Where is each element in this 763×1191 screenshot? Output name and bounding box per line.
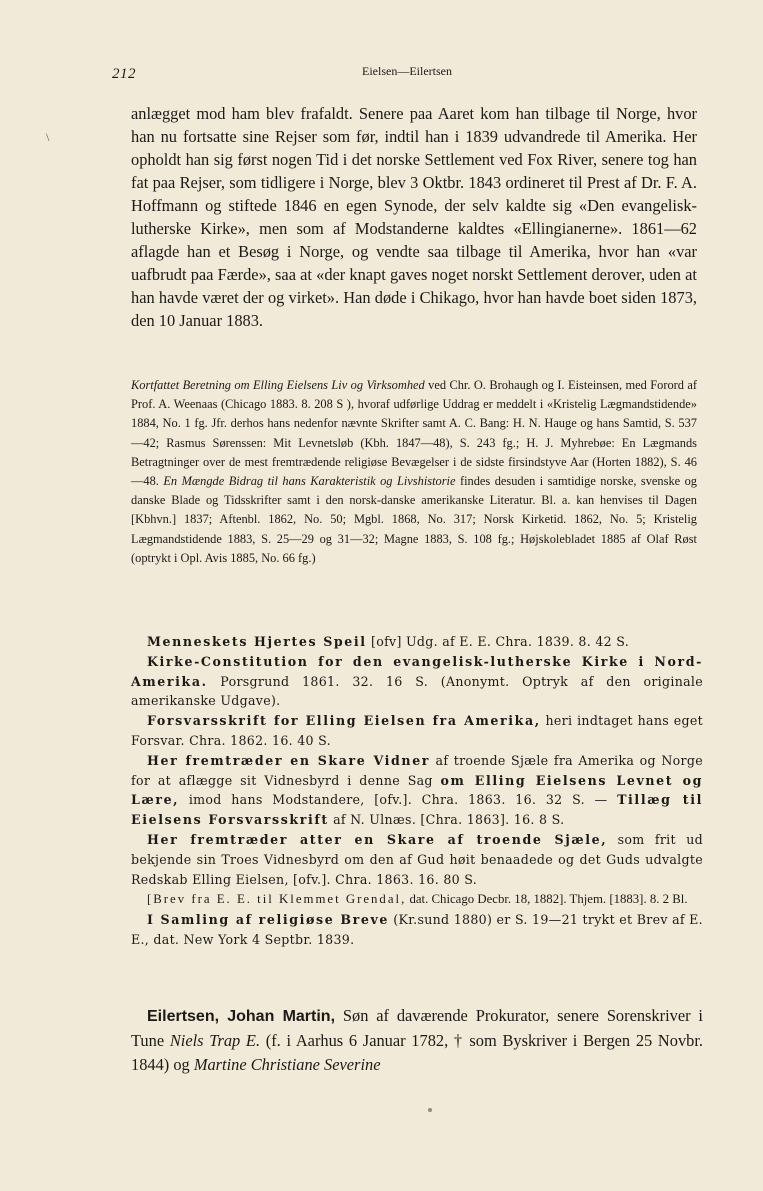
bibliography-block [131,632,703,950]
bib-title: Menneskets Hjertes Speil [147,634,367,649]
main-paragraph [131,102,697,332]
bib-entry [131,830,703,889]
bib-title: I Samling af religiøse Breve [147,912,389,928]
entry-name: Niels Trap E. [169,1031,261,1050]
bib-details: dat. Chicago Decbr. 18, 1882]. Thjem. [1883]. 8. 2 Bl. [406,892,688,907]
bib-entry [131,910,703,950]
entry-text: Søn af daværende Prokurator, senere Sorenskriver i Tune [131,1006,703,1050]
bib-title: om Elling Eielsens Levnet og Lære, [131,772,703,808]
references-block [131,376,697,568]
paper-speck [428,1108,432,1112]
bib-title: Her fremtræder atter en Skare af troende Sjæle, [147,831,608,847]
ref-title-kortfattet: Kortfattet Beretning om Elling Eielsens Liv og Virksomhed [131,378,425,392]
ref-text-1: ved Chr. O. Brohaugh og I. Eisteinsen, med Forord af Prof. A. Weenaas (Chicago 1883. 8. 208 S ), hvoraf udførlige Uddrag er meddelt i «Kristelig Lægmandstidende» 1884, No. 1 fg. Jfr. derhos hans nedenfor nævnte Skrifter samt A. C. Bang: H. N. Hauge og hans Samtid, S. 537—42; Rasmus Sørenssen: Mit Levnetsløb (Kbh. 1847—48), S. 243 fg.; H. J. Myhrebøe: En Lægmands Betragtninger over de mest fremtrædende religiøse Bevægelser i de sidste firsindstyve Aar (Horten 1882), S. 46—48. [131,378,697,489]
bib-entry [131,632,703,652]
bib-title: Tillæg til Eielsens Forsvarsskrift [131,792,703,828]
bib-details: (Kr.sund 1880) er S. 19—21 trykt et Brev af E. E., dat. New York 4 Septbr. 1839. [131,912,703,947]
bib-title: Kirke-Constitution for den evangelisk-lutherske Kirke i Nord-Amerika. [131,653,703,689]
entry-paragraph [131,1004,703,1077]
entry-text: (f. i Aarhus 6 Januar 1782, † som Byskriver i Bergen 25 Novbr. 1844) og [131,1031,704,1074]
running-title: Eielsen—Eilertsen [362,64,452,78]
bib-entry [131,889,703,910]
bib-details: [ofv] Udg. af E. E. Chra. 1839. 8. 42 S. [366,634,630,649]
running-header [112,66,702,86]
main-text: anlægget mod ham blev frafaldt. Senere paa Aaret kom han tilbage til Norge, hvor han nu fortsatte sine Rejser som før, indtil han i 1839 udvandrede til Amerika. Her opholdt han sig først nogen Tid i det norske Settlement ved Fox River, senere tog han fat paa Rejser, som tidligere i Norge, blev 3 Oktbr. 1843 ordineret til Prest af Dr. F. A. Hoffmann og stiftede 1846 en egen Synode, der selv kaldte sig «Den evangelisk-lutherske Kirke», men som af Modstanderne kaldtes «Ellingianerne». 1861—62 aflagde han et Besøg i Norge, og vendte saa tilbage til Amerika, hvor han «var uafbrudt paa Færde», saa at «der knapt gaves noget norskt Settlement derover, uden at han havde været der og virket». Han døde i Chikago, hvor han havde boet siden 1873, den 10 Januar 1883. [131,104,697,330]
bib-details: imod hans Modstandere, [ofv.]. Chra. 1863. 16. 32 S. — [179,792,618,808]
ref-title-bidrag: En Mængde Bidrag til hans Karakteristik og Livshistorie [163,474,456,489]
page-number: 212 [112,66,136,82]
bib-details: Porsgrund 1861. 32. 16 S. (Anonymt. Optryk af den originale amerikanske Udgave). [131,673,703,709]
bib-details: af troende Sjæle fra Amerika og Norge for at aflægge sit Vidnesbyrd i denne Sag [131,752,703,788]
references-paragraph [131,376,697,568]
bib-title: Her fremtræder en Skare Vidner [147,752,431,768]
bib-details: heri indtaget hans eget Forsvar. Chra. 1862. 16. 40 S. [131,713,703,748]
ref-text-2: findes desuden i samtidige norske, svenske og danske Blade og Tidsskrifter samt i den norsk-danske amerikanske Literatur. Bl. a. kan henvises til Dagen [Kbhvn.] 1837; Aftenbl. 1862, No. 50; Mgbl. 1868, No. 317; Norsk Kirketid. 1862, No. 5; Kristelig Lægmandstidende 1883, S. 25—29 og 31—32; Magne 1883, S. 108 fg.; Højskolebladet 1885 af Olaf Røst (optrykt i Opl. Avis 1885, No. 66 fg.) [131,474,697,565]
bib-title: Forsvarsskrift for Elling Eielsen fra Amerika, [147,713,541,729]
margin-mark: \ [46,130,50,144]
bib-details: som frit ud bekjende sin Troes Vidnesbyrd om den af Gud høit benaadede og det Guds udvalgte Redskab Elling Eielsen, [ofv.]. Chra. 1863. 16. 80 S. [131,831,703,887]
bib-details: af N. Ulnæs. [Chra. 1863]. 16. 8 S. [328,812,565,828]
entry-headword: Eilertsen, Johan Martin, [147,1008,336,1025]
bib-entry [131,751,703,830]
bib-entry [131,711,703,751]
entry-name: Martine Christiane Severine [193,1055,381,1074]
bib-entry [131,652,703,711]
bib-title: [Brev fra E. E. til Klemmet Grendal, [147,892,407,907]
next-entry [131,1004,703,1077]
